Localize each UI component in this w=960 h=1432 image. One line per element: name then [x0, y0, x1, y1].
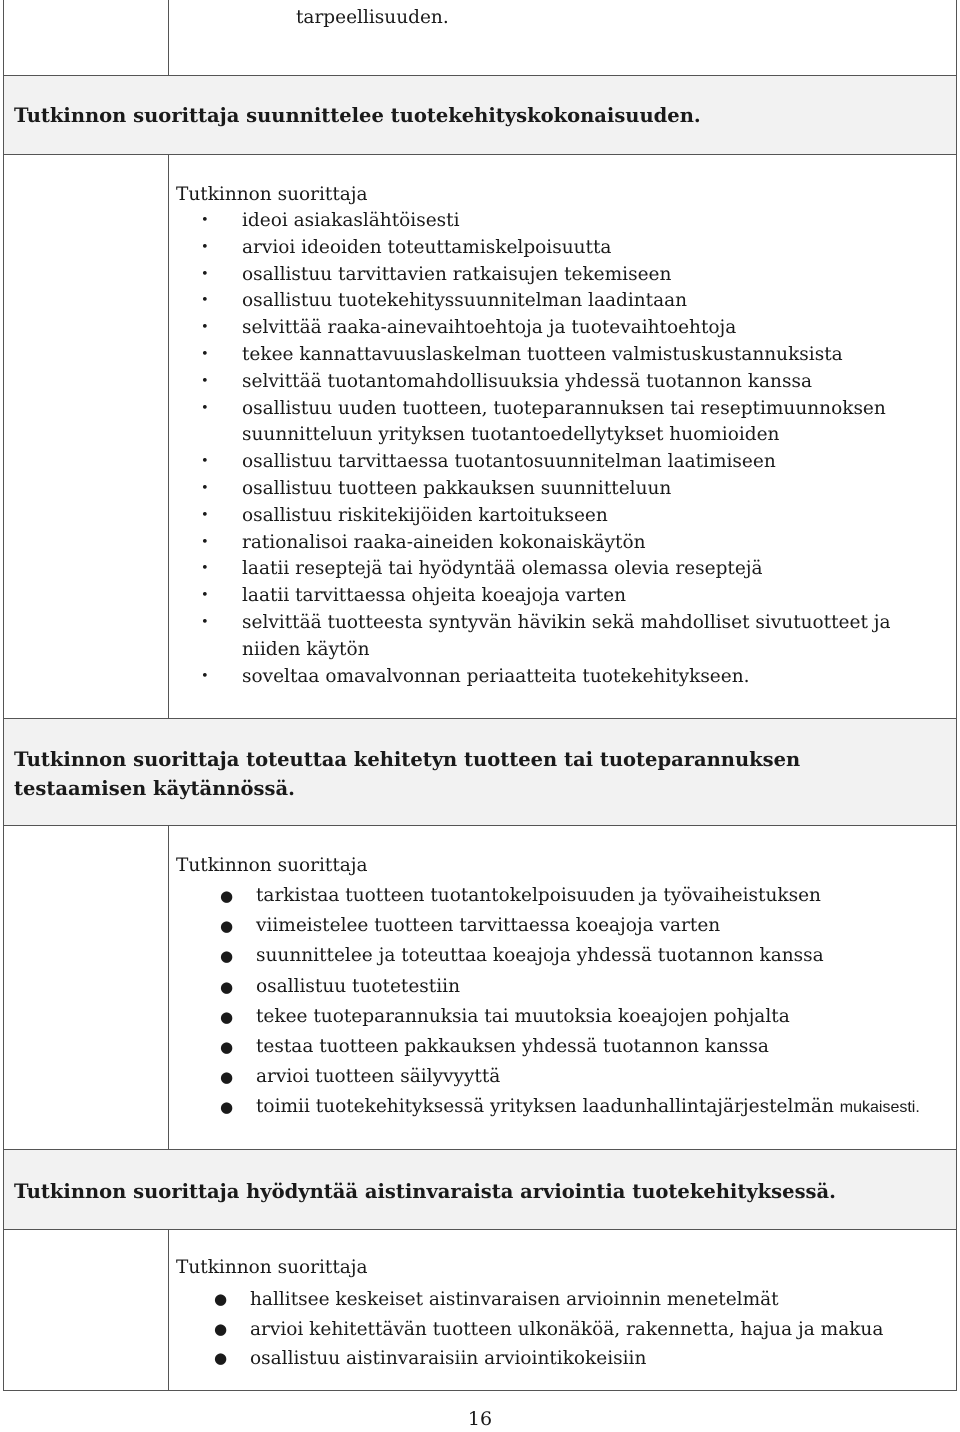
list-item [201, 556, 942, 583]
list-item-text: ideoi asiakaslähtöisesti [242, 210, 460, 231]
bullet-icon: • [201, 213, 209, 228]
bullet-icon: • [201, 668, 209, 684]
list-item [220, 881, 946, 911]
bullet-icon: ● [220, 887, 234, 905]
bullet-icon: ● [214, 1349, 228, 1367]
list-item-text: osallistuu tarvittaessa tuotantosuunnitelman laatimiseen [242, 451, 776, 473]
list-item [201, 262, 942, 289]
continuation-row [3, 0, 957, 76]
list-item-text: osallistuu uuden tuotteen, tuoteparannuksen tai reseptimuunnoksen suunnitteluun yrityksen tuotantoedellytykset huomioiden [242, 397, 886, 446]
list-item [201, 342, 942, 369]
list-item-text: suunnittelee ja toteuttaa koeajoja yhdessä tuotannon kanssa [256, 945, 824, 967]
bullet-icon: • [201, 293, 209, 309]
bullet-icon: • [201, 507, 209, 523]
section2-heading: Tutkinnon suorittaja toteuttaa kehitetyn tuotteen tai tuoteparannuksen testaamisen käytännössä. [14, 748, 801, 800]
list-item-text: testaa tuotteen pakkauksen yhdessä tuotannon kanssa [256, 1036, 769, 1058]
bullet-icon: • [201, 454, 209, 470]
bullet-icon: • [201, 346, 209, 362]
list-item [201, 664, 942, 691]
list-item-text: osallistuu aistinvaraisiin arviointikokeisiin [250, 1348, 647, 1369]
section2-intro: Tutkinnon suorittaja [176, 855, 368, 876]
list-item-suffix: mukaisesti. [839, 1099, 920, 1117]
section3-heading: Tutkinnon suorittaja hyödyntää aistinvaraista arviointia tuotekehityksessä. [14, 1180, 836, 1203]
section3-list [214, 1285, 940, 1374]
list-item [201, 530, 942, 557]
list-item [214, 1285, 940, 1315]
column-divider [168, 1230, 169, 1390]
list-item-text: viimeistelee tuotteen tarvittaessa koeajoja varten [256, 915, 721, 937]
list-item [220, 1092, 946, 1123]
list-item-text: arvioi tuotteen säilyvyyttä [256, 1066, 501, 1088]
bullet-icon: • [201, 561, 209, 577]
bullet-icon: • [201, 480, 209, 496]
list-item [201, 369, 942, 396]
list-item [220, 972, 946, 1002]
list-item-text: tekee tuoteparannuksia tai muutoksia koeajojen pohjalta [256, 1005, 790, 1027]
list-item [201, 476, 942, 503]
bullet-icon: ● [214, 1319, 228, 1338]
list-item [220, 1002, 946, 1032]
bullet-icon: • [201, 534, 209, 550]
list-item-text: osallistuu tuotetestiin [256, 975, 460, 997]
section2-list [220, 881, 946, 1124]
bullet-icon: ● [220, 1098, 234, 1117]
bullet-icon: • [201, 614, 209, 630]
list-item [201, 610, 942, 664]
bullet-icon: • [201, 373, 209, 389]
list-item [201, 396, 942, 450]
list-item [220, 1032, 946, 1062]
list-item [201, 315, 942, 342]
bullet-icon: ● [220, 917, 234, 936]
bullet-icon: • [201, 266, 209, 282]
list-item [201, 208, 942, 235]
list-item [201, 288, 942, 315]
list-item [201, 235, 942, 262]
section3-intro: Tutkinnon suorittaja [176, 1257, 368, 1278]
list-item [220, 911, 946, 941]
list-item-text: selvittää tuotantomahdollisuuksia yhdessä tuotannon kanssa [242, 370, 812, 392]
list-item-text: rationalisoi raaka-aineiden kokonaiskäytön [242, 531, 646, 553]
list-item-text: osallistuu riskitekijöiden kartoitukseen [242, 504, 608, 526]
bullet-icon: ● [220, 947, 234, 966]
list-item-text: osallistuu tarvittavien ratkaisujen tekemiseen [242, 263, 672, 285]
list-item-text: osallistuu tuotekehityssuunnitelman laadintaan [242, 290, 688, 312]
section1-heading: Tutkinnon suorittaja suunnittelee tuotekehityskokonaisuuden. [14, 104, 701, 127]
section2-heading-row [3, 718, 957, 826]
list-item [220, 1062, 946, 1092]
page-number: 16 [467, 1408, 493, 1430]
list-item-text: toimii tuotekehityksessä yrityksen laadunhallintajärjestelmän [256, 1096, 834, 1118]
bullet-icon: • [201, 320, 209, 336]
list-item-text: laatii tarvittaessa ohjeita koeajoja varten [242, 585, 627, 607]
bullet-icon: ● [220, 1007, 234, 1026]
bullet-icon: ● [220, 977, 234, 996]
list-item [214, 1344, 940, 1374]
list-item-text: selvittää tuotteesta syntyvän hävikin sekä mahdolliset sivutuotteet ja niiden käytön [242, 611, 891, 660]
list-item-text: selvittää raaka-ainevaihtoehtoja ja tuotevaihtoehtoja [242, 317, 737, 339]
list-item-text: arvioi ideoiden toteuttamiskelpoisuutta [242, 236, 612, 258]
list-item-text: osallistuu tuotteen pakkauksen suunnitteluun [242, 477, 672, 499]
list-item [201, 503, 942, 530]
list-item-text: hallitsee keskeiset aistinvaraisen arvioinnin menetelmät [250, 1289, 779, 1310]
list-item [214, 1315, 940, 1345]
section3-heading-row [3, 1149, 957, 1230]
section1-list [201, 208, 942, 690]
bullet-icon: ● [220, 1068, 234, 1087]
list-item-text: soveltaa omavalvonnan periaatteita tuotekehitykseen. [242, 665, 750, 687]
list-item-text: tekee kannattavuuslaskelman tuotteen valmistuskustannuksista [242, 343, 843, 365]
bullet-icon: ● [220, 1038, 234, 1057]
bullet-icon: • [201, 588, 209, 604]
section1-intro: Tutkinnon suorittaja [176, 184, 368, 205]
section1-heading-row [3, 75, 957, 155]
list-item [220, 941, 946, 971]
list-item [201, 449, 942, 476]
column-divider [168, 0, 169, 75]
bullet-icon: ● [214, 1290, 228, 1308]
list-item-text: tarkistaa tuotteen tuotantokelpoisuuden ja työvaiheistuksen [256, 885, 821, 906]
list-item-text: arvioi kehitettävän tuotteen ulkonäköä, rakennetta, hajua ja makua [250, 1318, 884, 1340]
bullet-icon: • [201, 400, 209, 416]
column-divider [168, 826, 169, 1149]
list-item-text: laatii reseptejä tai hyödyntää olemassa olevia reseptejä [242, 558, 763, 580]
list-item [201, 583, 942, 610]
continuation-text: tarpeellisuuden. [296, 7, 449, 28]
column-divider [168, 155, 169, 718]
bullet-icon: • [201, 239, 209, 255]
